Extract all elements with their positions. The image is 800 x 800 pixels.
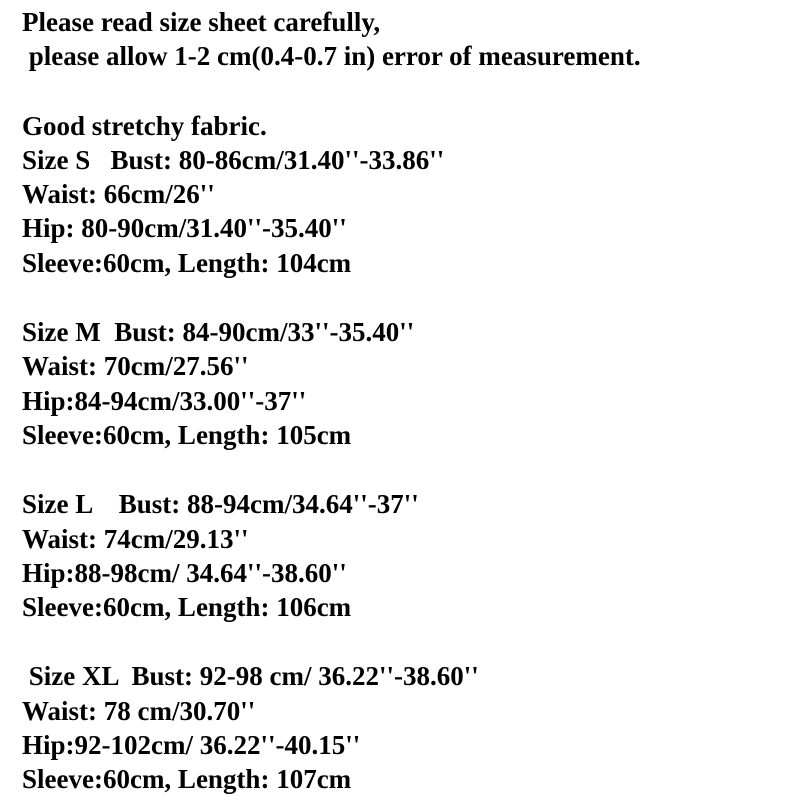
size-s-hip: Hip: 80-90cm/31.40''-35.40'' <box>22 213 347 243</box>
size-m-hip: Hip:84-94cm/33.00''-37'' <box>22 386 307 416</box>
fabric-note: Good stretchy fabric. <box>22 111 267 141</box>
size-xl-waist: Waist: 78 cm/30.70'' <box>22 696 256 726</box>
size-l-waist: Waist: 74cm/29.13'' <box>22 524 249 554</box>
size-xl-header: Size XL Bust: 92-98 cm/ 36.22''-38.60'' <box>22 661 479 691</box>
size-s-header: Size S Bust: 80-86cm/31.40''-33.86'' <box>22 145 445 175</box>
size-s-waist: Waist: 66cm/26'' <box>22 179 215 209</box>
size-l-sleeve-length: Sleeve:60cm, Length: 106cm <box>22 592 352 622</box>
notice-line-1: Please read size sheet carefully, <box>22 7 381 37</box>
size-l-hip: Hip:88-98cm/ 34.64''-38.60'' <box>22 558 347 588</box>
notice-line-2: please allow 1-2 cm(0.4-0.7 in) error of measurement. <box>22 41 641 71</box>
size-m-waist: Waist: 70cm/27.56'' <box>22 351 249 381</box>
size-l-header: Size L Bust: 88-94cm/34.64''-37'' <box>22 489 419 519</box>
size-m-header: Size M Bust: 84-90cm/33''-35.40'' <box>22 317 415 347</box>
size-xl-sleeve-length: Sleeve:60cm, Length: 107cm <box>22 764 352 794</box>
size-xl-hip: Hip:92-102cm/ 36.22''-40.15'' <box>22 730 361 760</box>
size-m-sleeve-length: Sleeve:60cm, Length: 105cm <box>22 420 352 450</box>
size-s-sleeve-length: Sleeve:60cm, Length: 104cm <box>22 248 352 278</box>
